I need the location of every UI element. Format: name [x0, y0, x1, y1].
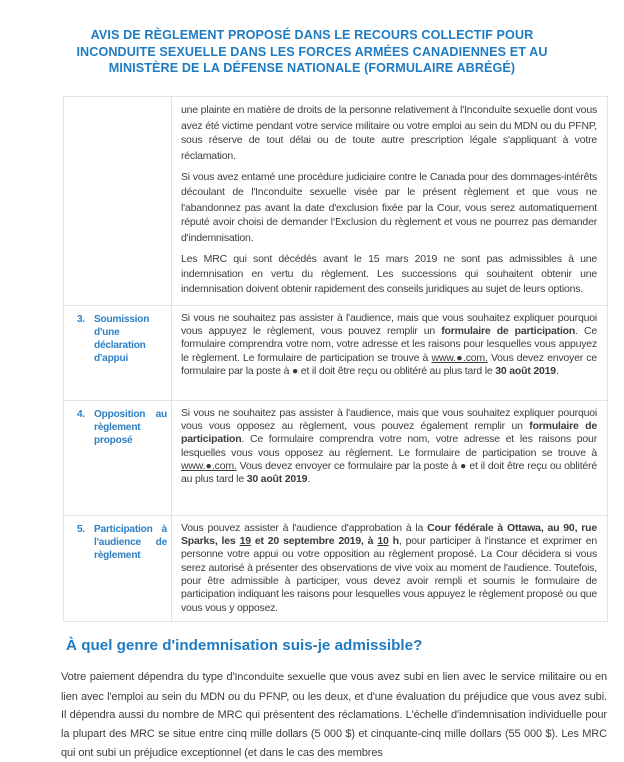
text-segment: .	[307, 473, 311, 486]
text-segment: Si vous avez entamé une procédure judiciaire contre le Canada pour des dommages-intérêts découlant de l'	[181, 170, 597, 198]
text-segment: Votre paiement dépendra du type d'	[61, 670, 235, 683]
text-segment: et 20 septembre 2019, à	[250, 535, 378, 548]
row-label-cell	[64, 401, 172, 515]
text-segment: Inconduite sexuelle	[234, 671, 326, 683]
row-number	[77, 104, 94, 305]
row-body-cell	[172, 306, 607, 400]
row-body-cell	[172, 97, 607, 305]
text-segment: demander l'Exclusion du règlement	[280, 217, 441, 229]
paragraph	[181, 170, 597, 246]
row-number: 5.	[77, 523, 86, 535]
text-segment: . Ce formulaire comprendra votre nom, votre adresse et les raisons pour lesquelles vous appuyez le règlement. Le formulaire de participation se trouve à	[181, 325, 597, 364]
row-label: Participation à l'audience de règlement	[94, 523, 167, 562]
paragraph	[181, 103, 597, 164]
text-segment: Si vous ne souhaitez pas assister à l'audience, mais que vous souhaitez expliquer pourquoi vous vous opposez au règlement, vous pouvez également remplir un	[181, 406, 597, 433]
text-segment: Inconduite sexuelle	[464, 104, 551, 116]
text-segment: visée par le présent règlement et que vous ne l'abandonnez pas avant la date d'exclusion fixée par la Cour, vous serez automatiquement réputé avoir choisi de	[181, 185, 598, 229]
text-segment: . Ce formulaire comprendra votre nom, votre adresse et les raisons pour lesquelles vous vous opposez au règlement. Le formulaire de participation se trouve à	[181, 433, 597, 459]
settlement-website-link[interactable]: www.●.com.	[181, 459, 237, 472]
row-body-cell	[172, 516, 607, 621]
text-segment: Vous devez envoyer ce formulaire par la poste à ● et il doit être reçu ou oblitéré au plus tard le	[181, 351, 597, 377]
paragraph	[181, 522, 597, 615]
settlement-website-link[interactable]: www.●.com.	[431, 351, 488, 364]
text-segment: h	[388, 535, 399, 548]
text-segment: une plainte en matière de droits de la personne relativement à l'	[181, 103, 465, 116]
text-segment: Les MRC qui sont décédés avant le 15 mars 2019 ne sont pas admissibles à une indemnisation en vertu du règlement. Les successions qui souhaitent obtenir une indemnisation doivent obtenir rapidement des conseils juridiques au sujet de leurs options.	[181, 252, 597, 295]
compensation-paragraph	[61, 668, 607, 762]
row-label	[94, 104, 167, 305]
table-row-opposition	[64, 400, 607, 515]
text-segment: Vous devez envoyer ce formulaire par la poste à ● et il doit être reçu ou oblitéré au plus tard le	[181, 459, 597, 486]
text-segment: formulaire de participation	[181, 420, 597, 446]
text-segment: 10	[377, 535, 389, 548]
paragraph	[181, 312, 597, 378]
table-row-declaration-appui	[64, 305, 607, 400]
row-label: Opposition au règlement proposé	[94, 408, 167, 447]
row-label-cell	[64, 516, 172, 621]
text-segment: que vous avez subi en lien avec le service militaire ou en lien avec l'emploi au sein du MDN ou du PFNP, ou les deux, et d'une évaluation du préjudice que vous avez subi. Il dépendra aussi du nombre de MRC qui présentent des réclamations. L'échelle d'indemnisation individuelle pour la plupart des MRC se situe entre cinq mille dollars (5 000 $) et cinquante-cinq mille dollars (55 000 $). Les MRC qui ont subi un préjudice exceptionnel (et dans le cas des membres	[61, 670, 607, 759]
paragraph	[181, 407, 597, 487]
text-segment: Cour fédérale à Ottawa, au 90, rue Sparks, les	[181, 521, 597, 548]
row-label: Soumission d'une déclaration d'appui	[94, 313, 150, 365]
text-segment: formulaire de participation	[441, 325, 576, 338]
text-segment: s'appliquant à votre réclamation.	[181, 134, 598, 163]
text-segment: 30 août 2019	[495, 364, 556, 377]
table-row-participation-audience	[64, 515, 607, 621]
row-number: 3.	[77, 313, 86, 325]
section-heading: À quel genre d'indemnisation suis-je admissible?	[66, 636, 423, 654]
row-number: 4.	[77, 408, 86, 420]
text-segment: prescription légale	[410, 135, 497, 147]
notice-table	[63, 96, 608, 622]
row-label-cell	[64, 306, 172, 400]
text-segment: Inconduite sexuelle	[255, 186, 347, 198]
text-segment: 30 août 2019	[246, 473, 308, 486]
text-segment: Vous pouvez assister à l'audience d'approbation à la	[181, 521, 428, 534]
document-page	[0, 27, 624, 761]
paragraph	[181, 252, 597, 296]
text-segment: , pour participer à l'instance et exprimer en personne votre appui ou votre opposition au règlement proposé. La Cour décidera si vous serez autorisé à présenter des observations de vive voix au moment de l'audience. Toutefois, pour être admissible à participer, vous devez avoir rempli et soumis le formulaire de participation indiquant les raisons pour lesquelles vous appuyez le règlement proposé ou que vous vous y opposez.	[181, 535, 597, 614]
table-row-continuation	[64, 97, 607, 305]
row-label-cell	[64, 97, 172, 305]
text-segment: et vous ne pourrez pas demander d'indemnisation.	[181, 216, 598, 245]
text-segment: Si vous ne souhaitez pas assister à l'audience, mais que vous souhaitez expliquer pourquoi vous appuyez le règlement, vous pouvez remplir un	[181, 311, 597, 338]
text-segment: dont vous avez été victime pendant votre service militaire ou votre emploi au sein du MDN ou du PFNP, sous réserve de tout délai ou de toute autre	[181, 103, 598, 147]
text-segment: .	[555, 364, 559, 377]
text-segment: 19	[239, 535, 251, 548]
row-body-cell	[172, 401, 607, 515]
document-title: AVIS DE RÈGLEMENT PROPOSÉ DANS LE RECOURS COLLECTIF POUR INCONDUITE SEXUELLE DANS LES FORCES ARMÉES CANADIENNES ET AU MINISTÈRE DE LA DÉFENSE NATIONALE (FORMULAIRE ABRÉGÉ)	[76, 28, 548, 76]
